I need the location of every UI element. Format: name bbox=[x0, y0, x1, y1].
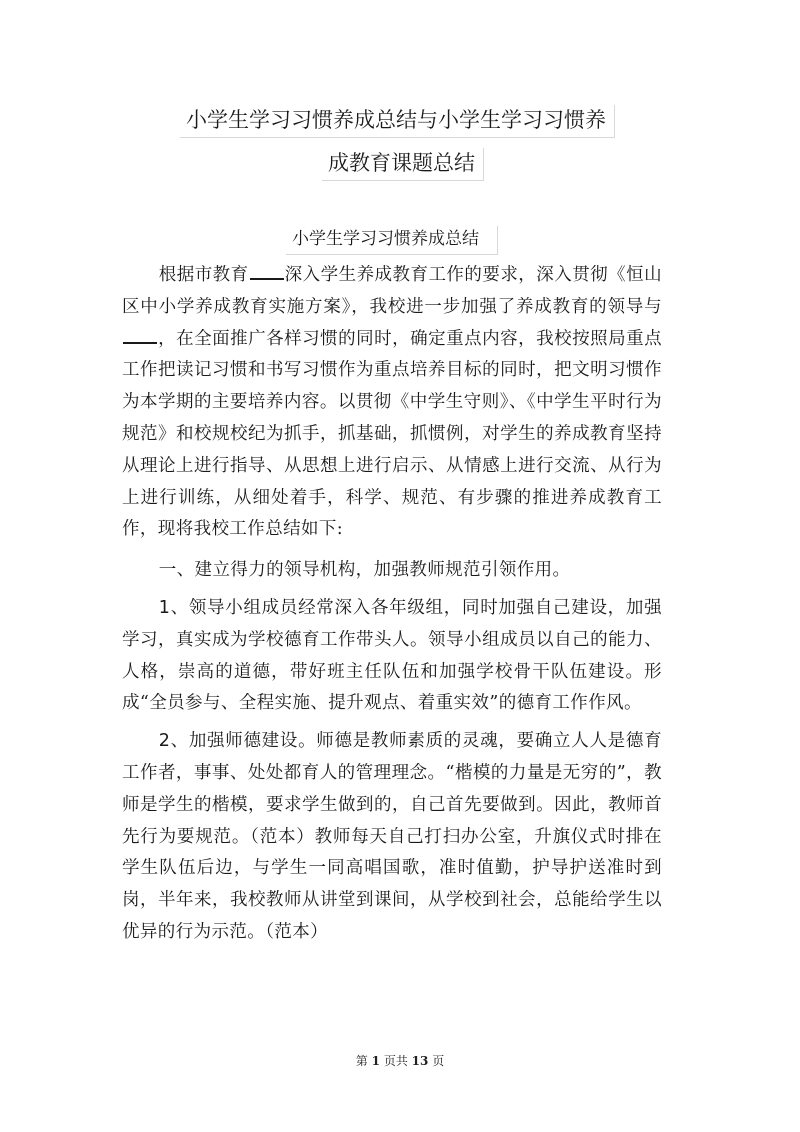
intro-paragraph bbox=[122, 260, 662, 546]
document-body bbox=[122, 260, 662, 949]
footer-suffix: 页 bbox=[432, 1054, 445, 1068]
blank-underline bbox=[123, 328, 157, 344]
list-item-text: 、领导小组成员经常深入各年级组，同时加强自己建设，加强学习，真实成为学校德育工作带头人。领导小组成员以自己的能力、人格，崇高的道德，带好班主任队伍和加强学校骨干队伍建设。形成“全员参与、全程实施、提升观点、着重实效”的德育工作作风。 bbox=[122, 597, 662, 714]
intro-text-part-2: 深入学生养成教育工作的要求，深入贯彻《恒山区中小学养成教育实施方案》，我校进一步加强了养成教育的领导与 bbox=[122, 265, 662, 317]
footer-prefix: 第 bbox=[355, 1054, 368, 1068]
list-item-number: 1 bbox=[158, 597, 171, 618]
list-item-1 bbox=[122, 593, 662, 720]
page-number: 1 bbox=[371, 1054, 380, 1068]
document-title-line-2: 成教育课题总结 bbox=[322, 148, 484, 181]
list-item-number: 2 bbox=[158, 731, 171, 752]
list-item-text: 、加强师德建设。师德是教师素质的灵魂，要确立人人是德育工作者，事事、处处都育人的管理理念。“楷模的力量是无穷的”，教师是学生的楷模，要求学生做到的，自己首先要做到。因此，教师首先行为要规范。（范本）教师每天自己打扫办公室，升旗仪式时排在学生队伍后边，与学生一同高唱国歌，准时值勤，护导护送准时到岗，半年来，我校教师从讲堂到课间，从学校到社会，总能给学生以优异的行为示范。（范本） bbox=[122, 731, 662, 942]
blank-underline bbox=[250, 264, 284, 280]
section-subtitle: 小学生学习习惯养成总结 bbox=[286, 226, 498, 255]
footer-mid: 页共 bbox=[383, 1054, 408, 1068]
page-footer bbox=[0, 1052, 800, 1069]
section-heading-1: 一、建立得力的领导机构，加强教师规范引领作用。 bbox=[158, 560, 571, 581]
intro-text-part-1: 根据市教育 bbox=[158, 265, 249, 285]
list-item-2 bbox=[122, 726, 662, 949]
intro-text-part-3: ，在全面推广各样习惯的同时，确定重点内容，我校按照局重点工作把读记习惯和书写习惯作为重点培养目标的同时，把文明习惯作为本学期的主要培养内容。以贯彻《中学生守则》、《中学生平时行为规范》和校规校纪为抓手，抓基础，抓惯例，对学生的养成教育坚持从理论上进行指导、从思想上进行启示、从情感上进行交流、从行为上进行训练，从细处着手，科学、规范、有步骤的推进养成教育工作，现将我校工作总结如下: bbox=[122, 328, 662, 540]
page-total: 13 bbox=[411, 1054, 429, 1068]
document-title-line-1: 小学生学习习惯养成总结与小学生学习习惯养 bbox=[180, 105, 615, 138]
